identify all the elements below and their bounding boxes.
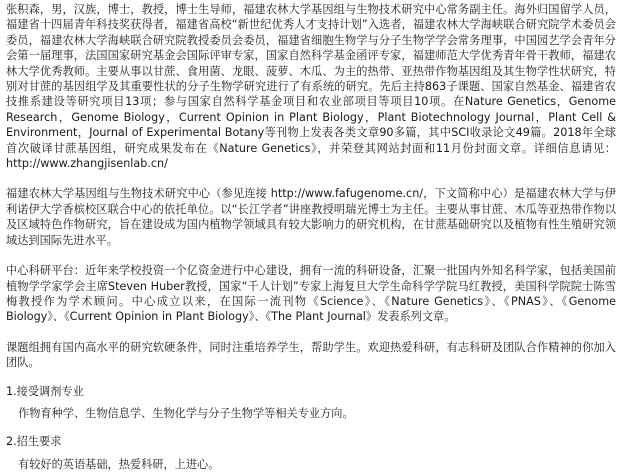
- pi-biography-paragraph: [6, 2, 616, 171]
- paragraph-spacer: [6, 248, 616, 263]
- biography-text: 张积森，男，汉族，博士，教授，博士生导师，福建农林大学基因组与生物技术研究中心常务副主任。海外归国留学人员，福建省十四届青年科技奖获得者，福建省高校“新世纪优秀人才支持计划”入选者，福建农林大学海峡联合研究院学术委员会委员，福建农林大学海峡联合研究院教授委员会委员，福建省细胞生物学与分子生物学学会常务理事，中国园艺学会青年分会第一届理事，法国国家研究基金会国际评审专家，国家自然科学基金函评专家，福建师范大学优秀青年骨干教师，福建农林大学优秀教师。主要从事以甘蔗、食用菌、龙眼、菠萝、木瓜、为主的热带、亚热带作物基因组及其生物学性状研究，特别对甘蔗的基因组学及其重要性状的分子生物学研究进行了有系统的研究。先后主持863子课题、国家自然基金、福建省农技推系建设等研究项目13项；参与国家自然科学基金项目和农业部项目等项目10项。在Nature Genetics，Genome Research，Genome Biology，Current Opinion in Plant Biology，Plant Biotechnology Journal，Plant Cell & Environment，Journal of Experimental Botany等刊物上发表各类文章90多篇，其中SCI收录论文49篇。: [6, 3, 616, 140]
- paragraph-spacer: [6, 371, 616, 384]
- research-platform-paragraph: 中心科研平台：近年来学校投资一个亿资金进行中心建设，拥有一流的科研设备，汇聚一批国内外知名科学家，包括美国前植物学学家学会主席Steven Huber教授，国家“千人计划”专家上海复旦大学生命科学学院马红教授，美国科学院院士陈雪梅教授作为学术顾问。中心成立以来，在国际一流刊物《Science》、《Nature Genetics》、《PNAS》、《Genome Biology》、《Current Opinion in Plant Biology》、《The Plant Journal》发表系列文章。: [6, 264, 616, 324]
- paragraph-spacer: [6, 450, 616, 457]
- paragraph-spacer: [6, 421, 616, 434]
- section-heading-majors: 1.接受调剂专业: [6, 384, 84, 398]
- group-invitation-paragraph: 课题组拥有国内高水平的研究软硬条件，同时注重培养学生，帮助学生。欢迎热爱科研，有志科研及团队合作精神的你加入团队。: [6, 340, 616, 370]
- paragraph-spacer: [6, 171, 616, 186]
- paragraph-spacer: [6, 399, 616, 406]
- paragraph-spacer: [6, 325, 616, 340]
- genome-highlight-text: 2018年全球首次破译甘蔗基因组，研究成果发布在《Nature Genetics》，并荣登其网站封面和11月份封面文章。详细信息请见：http://www.zhangjisenlab.cn/: [6, 126, 616, 171]
- section-heading-requirements: 2.招生要求: [6, 435, 62, 449]
- section-body-requirements: 有较好的英语基础，热爱科研，上进心。: [18, 457, 220, 471]
- center-intro-paragraph: 福建农林大学基因组与生物技术研究中心（参见连接 http://www.fafugenome.cn/，下文简称中心）是福建农林大学与伊利诺伊大学香槟校区联合中心的依托单位。以“长江学者”讲座教授明瑞光博士为主任。主要从事甘蔗、木瓜等亚热带作物以及区域特色作物研究，旨在建设成为国内植物学领域具有较大影响力的研究机构，在甘蔗基础研究以及植物有性生殖研究领域达到国际先进水平。: [6, 187, 616, 247]
- section-body-majors: 作物育种学、生物信息学、生物化学与分子生物学等相关专业方向。: [18, 406, 354, 420]
